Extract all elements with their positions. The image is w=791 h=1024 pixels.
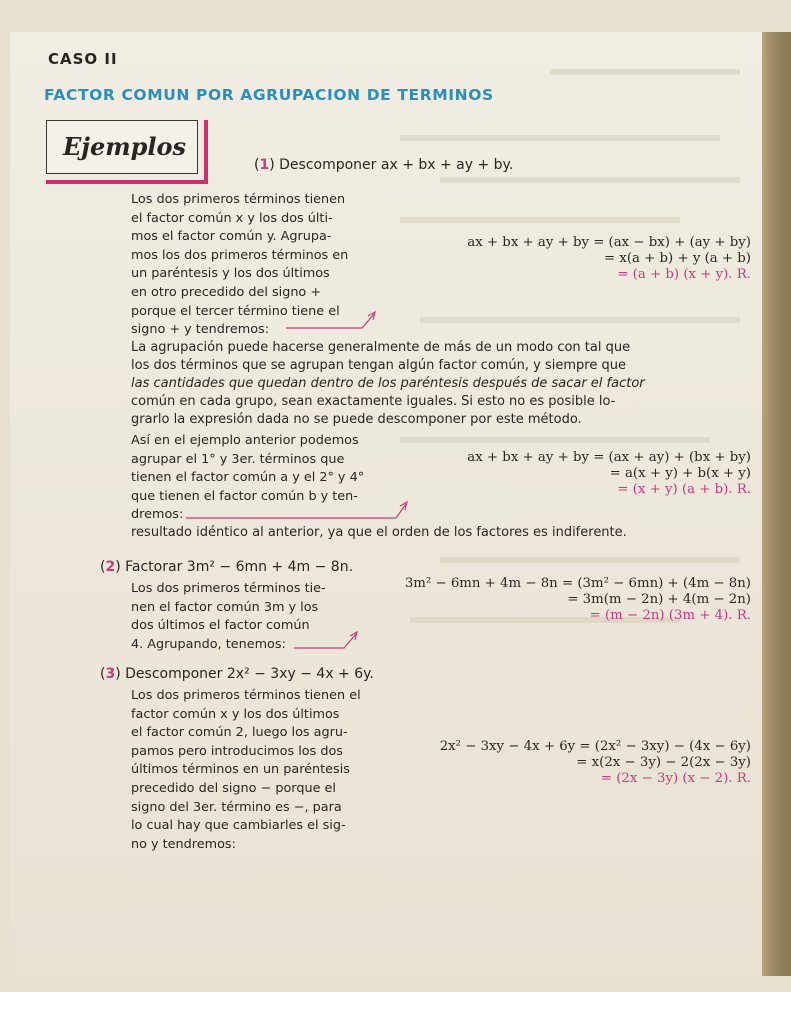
example-3-equations <box>440 739 751 787</box>
example-3-number: 3 <box>105 666 116 682</box>
example-3-line: signo del 3er. término es −, para <box>131 799 342 815</box>
alternative-line: que tienen el factor común b y ten- <box>131 488 358 504</box>
example-3-line: lo cual hay que cambiarles el sig- <box>131 818 346 834</box>
example-3-line: factor común x y los dos últimos <box>131 706 340 722</box>
example-3-explanation <box>131 687 361 854</box>
alternative-line: Así en el ejemplo anterior podemos <box>131 433 359 448</box>
example-1-statement: Descomponer ax + bx + ay + by. <box>279 157 514 173</box>
example-2-statement: Factorar 3m² − 6mn + 4m − 8n. <box>125 559 354 575</box>
example-2-arrow <box>292 628 372 654</box>
alternative-equation-line: ax + bx + ay + by = (ax + ay) + (bx + by) <box>467 450 751 465</box>
note-line: las cantidades que quedan dentro de los paréntesis después de sacar el factor <box>131 376 645 391</box>
example-2-line: dos últimos el factor común <box>131 618 310 634</box>
example-1-line: porque el tercer término tiene el <box>131 303 340 319</box>
example-2-result: = (m − 2n) (3m + 4). R. <box>589 608 751 623</box>
alternative-line: tienen el factor común a y el 2° y 4° <box>131 470 365 486</box>
case-label: CASO II <box>48 50 118 68</box>
example-1-equations <box>467 235 751 283</box>
note-line: grarlo la expresión dada no se puede descomponer por este método. <box>131 412 582 427</box>
book-spine <box>762 32 791 976</box>
example-1-line: mos los dos primeros términos en <box>131 247 349 263</box>
example-3-line: el factor común 2, luego los agru- <box>131 725 348 741</box>
example-1-line: en otro precedido del signo + <box>131 284 322 300</box>
example-3-line: últimos términos en un paréntesis <box>131 762 350 778</box>
example-3-statement: Descomponer 2x² − 3xy − 4x + 6y. <box>125 666 374 682</box>
example-1-number: 1 <box>259 157 270 173</box>
example-3-equation-line: = x(2x − 3y) − 2(2x − 3y) <box>576 755 751 770</box>
example-2-equation-line: 3m² − 6mn + 4m − 8n = (3m² − 6mn) + (4m − 8n) <box>404 576 751 591</box>
alternative-result: = (x + y) (a + b). R. <box>617 482 751 497</box>
example-1-line: el factor común x y los dos últi- <box>131 210 333 226</box>
note-line: los dos términos que se agrupan tengan algún factor común, y siempre que <box>131 358 626 373</box>
example-2-line: nen el factor común 3m y los <box>131 599 319 615</box>
grouping-note <box>131 339 645 429</box>
example-3-line: no y tendremos: <box>131 836 236 852</box>
example-1-equation-line: ax + bx + ay + by = (ax − bx) + (ay + by) <box>467 235 751 250</box>
alternative-line: agrupar el 1° y 3er. términos que <box>131 451 345 467</box>
example-3-equation-line: 2x² − 3xy − 4x + 6y = (2x² − 3xy) − (4x − 6y) <box>439 739 751 754</box>
example-1-title: (1) Descomponer ax + bx + ay + by. <box>254 157 514 173</box>
example-3-line: pamos pero introducimos los dos <box>131 743 343 759</box>
example-2-line: Los dos primeros términos tie- <box>131 581 326 596</box>
example-1-line: Los dos primeros términos tienen <box>131 192 346 207</box>
alternative-conclusion: resultado idéntico al anterior, ya que el orden de los factores es indiferente. <box>131 525 627 540</box>
example-1-result: = (a + b) (x + y). R. <box>617 267 751 282</box>
section-heading: FACTOR COMUN POR AGRUPACION DE TERMINOS <box>44 86 494 104</box>
example-1-line: mos el factor común y. Agrupa- <box>131 229 332 245</box>
examples-badge-label: Ejemplos <box>46 120 198 174</box>
example-1-line: signo + y tendremos: <box>131 322 270 338</box>
example-3-title: (3) Descomponer 2x² − 3xy − 4x + 6y. <box>100 666 374 682</box>
examples-badge <box>46 120 208 184</box>
alternative-equation-line: = a(x + y) + b(x + y) <box>609 466 751 481</box>
example-2-title: (2) Factorar 3m² − 6mn + 4m − 8n. <box>100 559 354 575</box>
alternative-arrow <box>184 498 414 524</box>
example-3-result: = (2x − 3y) (x − 2). R. <box>600 771 751 786</box>
example-2-equations <box>405 576 751 624</box>
alternative-line: dremos: <box>131 507 184 523</box>
example-2-equation-line: = 3m(m − 2n) + 4(m − 2n) <box>567 592 751 607</box>
note-line: común en cada grupo, sean exactamente iguales. Si esto no es posible lo- <box>131 394 616 409</box>
example-1-equation-line: = x(a + b) + y (a + b) <box>603 251 751 266</box>
example-2-line: 4. Agrupando, tenemos: <box>131 636 286 652</box>
note-line: La agrupación puede hacerse generalmente de más de un modo con tal que <box>131 340 631 355</box>
example-1-line: un paréntesis y los dos últimos <box>131 266 330 282</box>
example-3-line: Los dos primeros términos tienen el <box>131 688 361 703</box>
alternative-equations <box>467 450 751 498</box>
example-3-line: precedido del signo − porque el <box>131 780 336 796</box>
example-1-arrow <box>284 308 384 334</box>
example-2-number: 2 <box>105 559 116 575</box>
